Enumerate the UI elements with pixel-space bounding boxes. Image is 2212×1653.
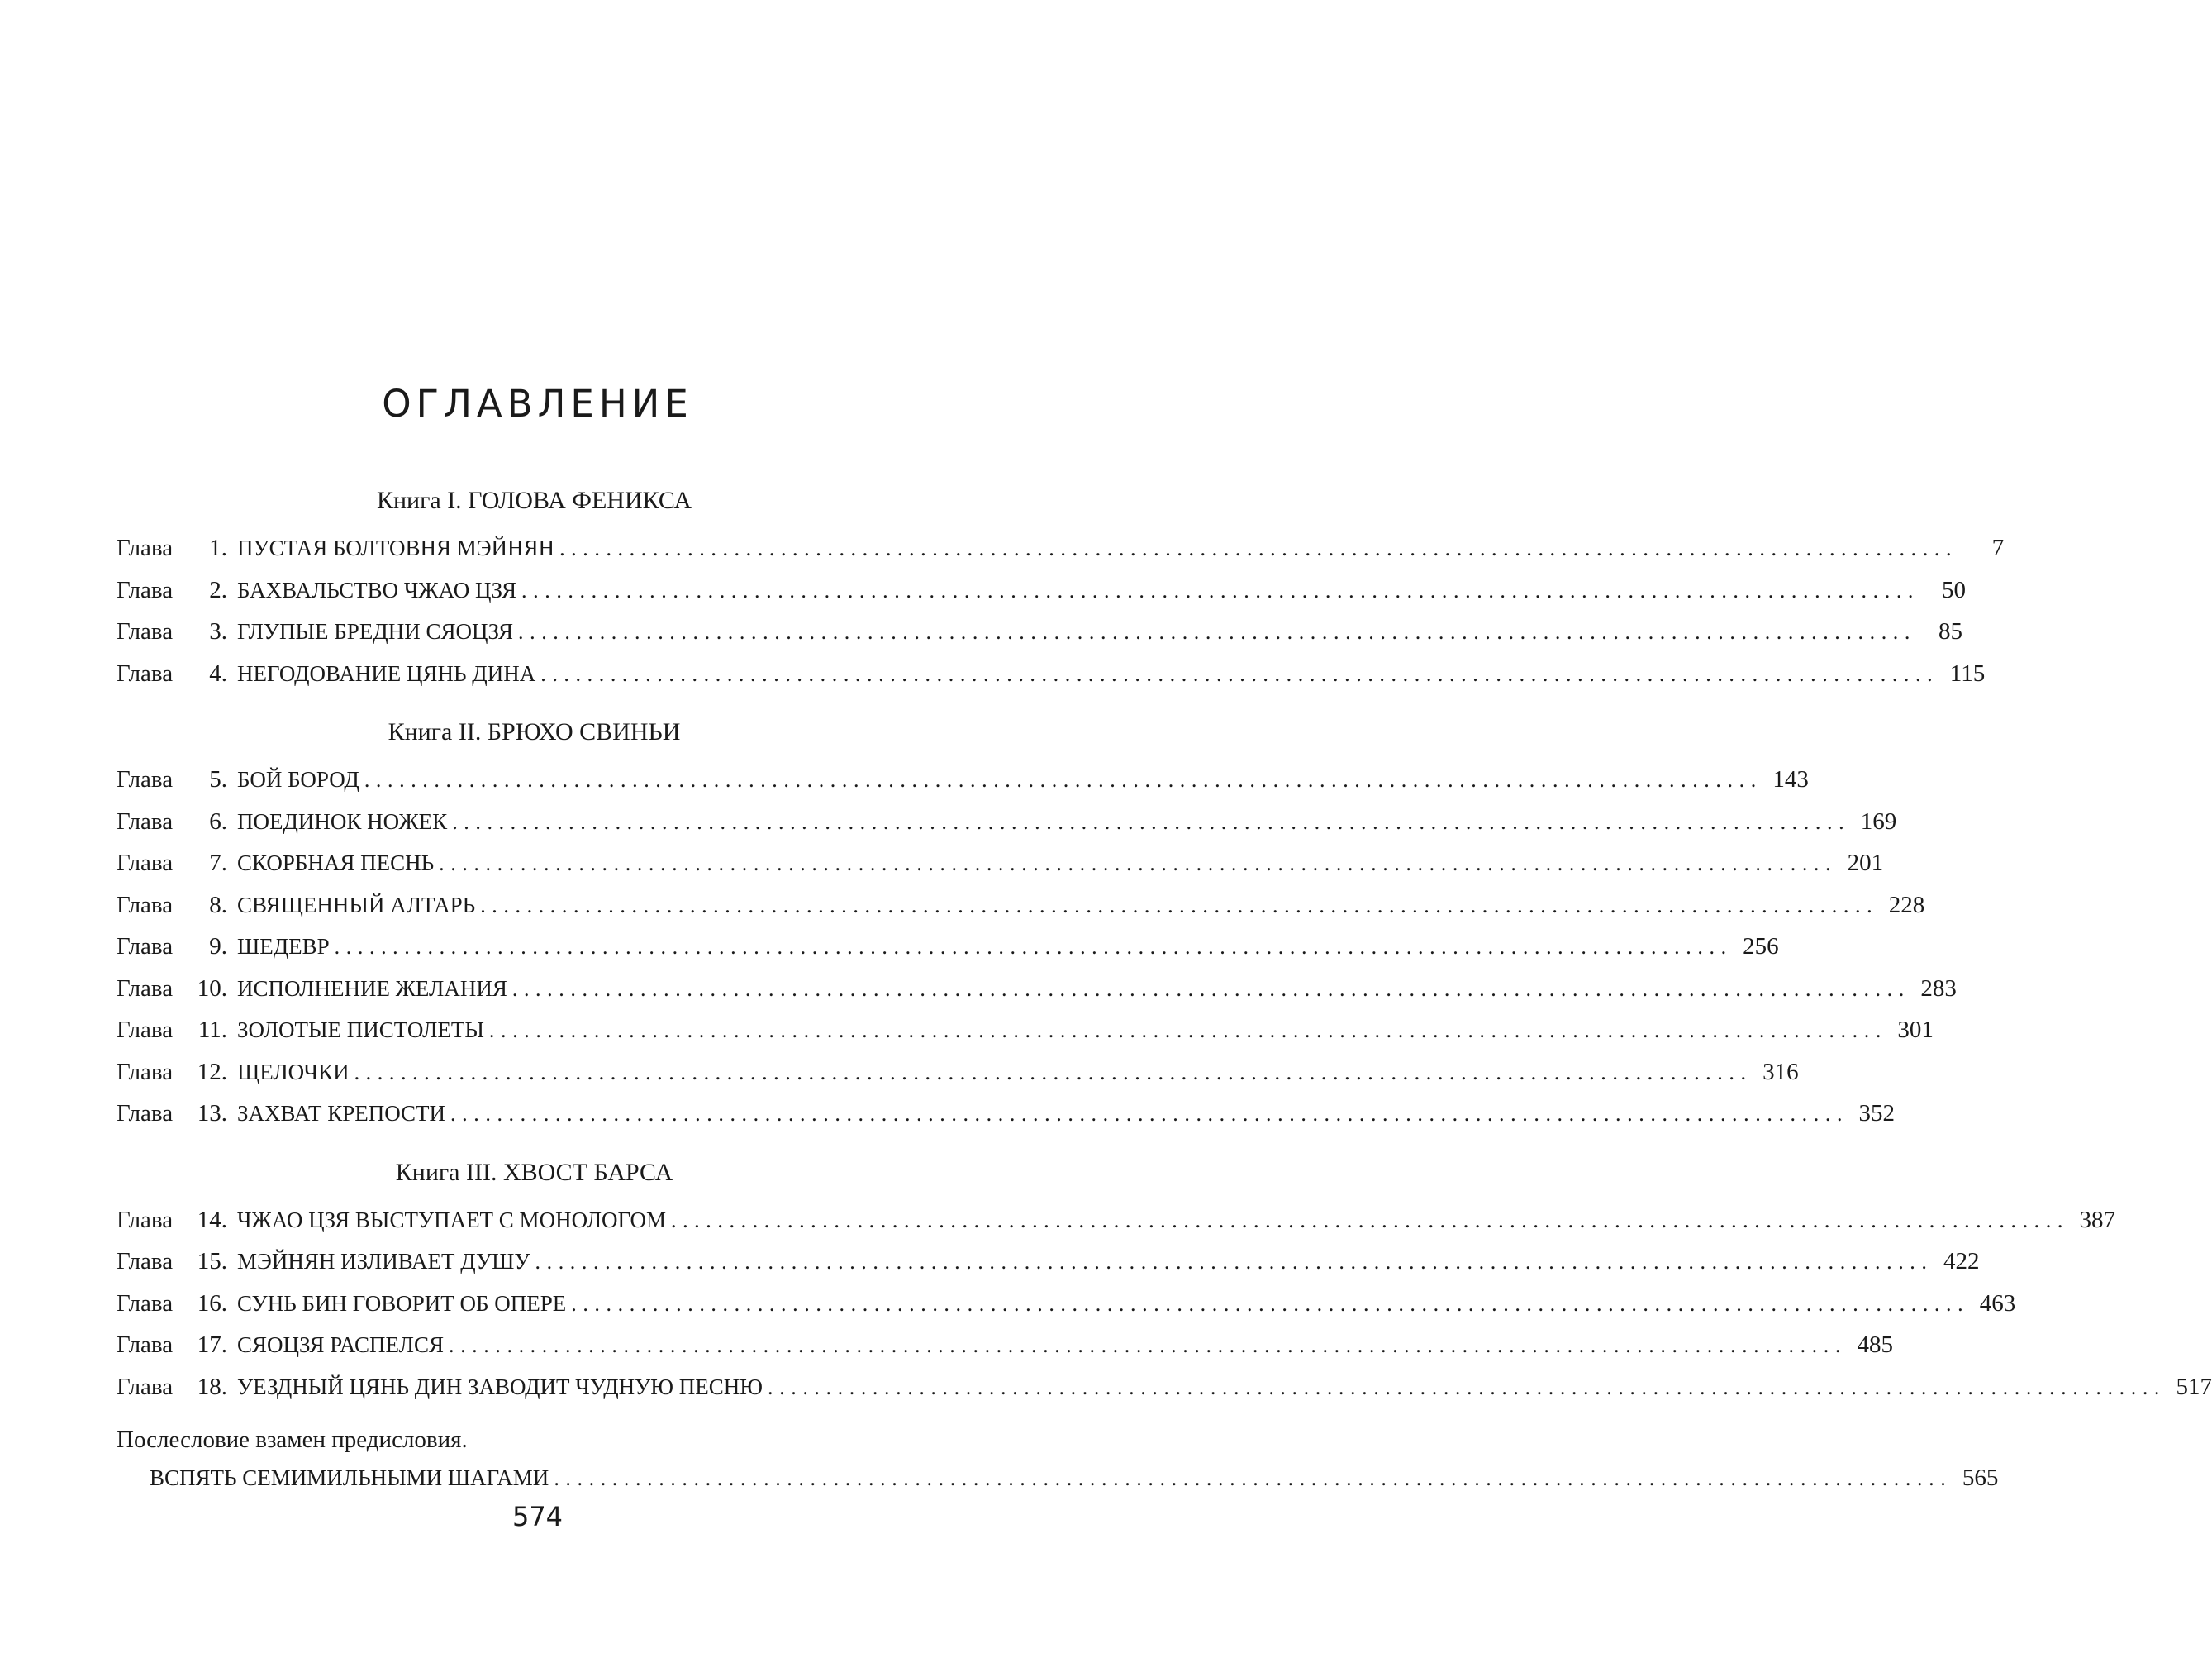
chapter-label: Глава bbox=[117, 891, 174, 918]
chapter-page-number: 7 bbox=[1991, 535, 2005, 561]
chapter-number: 16. bbox=[197, 1289, 227, 1317]
chapter-label: Глава bbox=[117, 1206, 174, 1233]
afterword-title-row bbox=[117, 1459, 1999, 1497]
chapter-label: Глава bbox=[117, 850, 174, 876]
chapter-title: ЗОЛОТЫЕ ПИСТОЛЕТЫ bbox=[237, 1017, 484, 1042]
books-list bbox=[117, 474, 2212, 1408]
chapter-label: Глава bbox=[117, 618, 174, 645]
chapter-entry bbox=[117, 926, 1779, 968]
chapter-page-number: 517 bbox=[2176, 1373, 2212, 1400]
chapter-number: 10. bbox=[197, 974, 227, 1002]
page-title: ОГЛАВЛЕНИЕ bbox=[382, 382, 693, 426]
chapter-entry bbox=[117, 759, 1809, 801]
book-heading: Книга I. ГОЛОВА ФЕНИКСА bbox=[376, 487, 692, 514]
chapter-title: СУНЬ БИН ГОВОРИТ ОБ ОПЕРЕ bbox=[237, 1290, 567, 1316]
chapter-title: МЭЙНЯН ИЗЛИВАЕТ ДУШУ bbox=[237, 1249, 530, 1274]
chapter-entry bbox=[117, 842, 1884, 884]
chapter-label: Глава bbox=[117, 807, 174, 835]
book-heading: Книга III. ХВОСТ БАРСА bbox=[395, 1158, 673, 1186]
afterword-entry bbox=[117, 1421, 1999, 1497]
chapter-page-number: 115 bbox=[1949, 660, 1986, 687]
chapter-entry bbox=[117, 801, 1897, 843]
chapter-page-number: 352 bbox=[1858, 1100, 1896, 1127]
dot-leader: ........................................................................................................................ bbox=[448, 1333, 1847, 1357]
chapter-entry bbox=[117, 884, 1925, 927]
chapter-label: Глава bbox=[117, 1248, 174, 1274]
afterword-page-number: 565 bbox=[1962, 1465, 1999, 1491]
chapter-label: Глава bbox=[117, 1373, 174, 1400]
chapter-title: ПУСТАЯ БОЛТОВНЯ МЭЙНЯН bbox=[237, 536, 555, 560]
chapter-page-number: 143 bbox=[1772, 766, 1809, 793]
page-folio: 574 bbox=[511, 1501, 564, 1532]
chapter-entry bbox=[117, 527, 2005, 569]
chapter-page-number: 169 bbox=[1860, 807, 1897, 835]
chapter-number: 15. bbox=[197, 1248, 227, 1274]
chapter-title: ГЛУПЫЕ БРЕДНИ СЯОЦЗЯ bbox=[237, 619, 513, 644]
chapter-page-number: 201 bbox=[1847, 850, 1884, 876]
dot-leader: ........................................................................................................................ bbox=[439, 851, 1838, 875]
dot-leader: ........................................................................................................................ bbox=[450, 1102, 1849, 1126]
chapter-number: 5. bbox=[209, 766, 227, 793]
dot-leader: ........................................................................................................................ bbox=[480, 893, 1879, 917]
table-of-contents bbox=[117, 474, 2212, 1497]
chapter-title: СЯОЦЗЯ РАСПЕЛСЯ bbox=[237, 1332, 444, 1357]
chapter-label: Глава bbox=[117, 1289, 174, 1317]
chapter-number: 6. bbox=[209, 807, 227, 835]
dot-leader: ........................................................................................................................ bbox=[488, 1018, 1887, 1042]
dot-leader: ........................................................................................................................ bbox=[354, 1060, 1753, 1084]
chapter-label: Глава bbox=[117, 535, 174, 561]
chapter-label: Глава bbox=[117, 660, 174, 687]
chapter-entry bbox=[117, 1009, 1934, 1051]
chapter-title: УЕЗДНЫЙ ЦЯНЬ ДИН ЗАВОДИТ ЧУДНУЮ ПЕСНЮ bbox=[237, 1374, 763, 1399]
chapter-label: Глава bbox=[117, 1058, 174, 1085]
dot-leader: ........................................................................................................................ bbox=[518, 620, 1916, 644]
chapter-title: ЧЖАО ЦЗЯ ВЫСТУПАЕТ С МОНОЛОГОМ bbox=[237, 1207, 666, 1232]
dot-leader: ........................................................................................................................ bbox=[511, 976, 1910, 1001]
dot-leader: ........................................................................................................................ bbox=[670, 1208, 2069, 1232]
chapter-entry bbox=[117, 569, 1967, 612]
chapter-number: 7. bbox=[209, 850, 227, 876]
chapter-page-number: 85 bbox=[1938, 618, 1962, 645]
chapter-label: Глава bbox=[117, 766, 174, 793]
dot-leader: ........................................................................................................................ bbox=[559, 536, 1958, 560]
chapter-title: ШЕДЕВР bbox=[237, 934, 330, 959]
chapter-number: 1. bbox=[209, 535, 227, 561]
dot-leader: ........................................................................................................................ bbox=[768, 1374, 2167, 1399]
chapter-number: 17. bbox=[197, 1331, 227, 1358]
chapter-label: Глава bbox=[117, 1100, 174, 1127]
dot-leader: ........................................................................................................................ bbox=[540, 661, 1939, 686]
chapter-entry bbox=[117, 1051, 1799, 1093]
chapter-page-number: 283 bbox=[1920, 974, 1957, 1002]
chapter-title: ИСПОЛНЕНИЕ ЖЕЛАНИЯ bbox=[237, 975, 507, 1001]
afterword-label: Послесловие взамен предисловия. bbox=[117, 1427, 468, 1453]
chapter-page-number: 485 bbox=[1857, 1331, 1893, 1358]
chapter-title: ПОЕДИНОК НОЖЕК bbox=[237, 808, 448, 834]
chapter-page-number: 301 bbox=[1897, 1017, 1934, 1043]
chapter-entry bbox=[117, 1093, 1896, 1135]
chapter-entry bbox=[117, 968, 1957, 1010]
dot-leader: ........................................................................................................................ bbox=[554, 1466, 1953, 1490]
chapter-entry bbox=[117, 1199, 2115, 1241]
chapter-title: НЕГОДОВАНИЕ ЦЯНЬ ДИНА bbox=[237, 660, 536, 686]
chapter-number: 11. bbox=[197, 1017, 227, 1043]
chapter-number: 18. bbox=[197, 1373, 227, 1400]
chapter-page-number: 228 bbox=[1888, 891, 1925, 918]
dot-leader: ........................................................................................................................ bbox=[521, 578, 1920, 603]
chapter-page-number: 387 bbox=[2079, 1206, 2115, 1233]
chapter-number: 9. bbox=[209, 933, 227, 960]
chapter-title: БАХВАЛЬСТВО ЧЖАО ЦЗЯ bbox=[237, 577, 517, 603]
chapter-title: СКОРБНАЯ ПЕСНЬ bbox=[237, 850, 435, 875]
chapter-entry bbox=[117, 1324, 1893, 1366]
chapter-entry bbox=[117, 1241, 1980, 1283]
chapter-title: ЗАХВАТ КРЕПОСТИ bbox=[237, 1101, 446, 1126]
chapter-label: Глава bbox=[117, 576, 174, 603]
chapter-page-number: 50 bbox=[1942, 576, 1967, 603]
chapter-page-number: 256 bbox=[1743, 933, 1779, 960]
dot-leader: ........................................................................................................................ bbox=[535, 1250, 1934, 1274]
chapter-label: Глава bbox=[117, 933, 174, 960]
chapter-entry bbox=[117, 1283, 2016, 1325]
chapter-number: 3. bbox=[209, 618, 227, 645]
dot-leader: ........................................................................................................................ bbox=[452, 809, 1851, 834]
book-heading: Книга II. БРЮХО СВИНЬИ bbox=[388, 718, 681, 746]
dot-leader: ........................................................................................................................ bbox=[334, 935, 1733, 959]
chapter-entry bbox=[117, 611, 1962, 653]
chapter-number: 12. bbox=[197, 1058, 227, 1085]
dot-leader: ........................................................................................................................ bbox=[364, 768, 1762, 792]
chapter-label: Глава bbox=[117, 974, 174, 1002]
chapter-number: 14. bbox=[197, 1206, 227, 1233]
chapter-number: 4. bbox=[209, 660, 227, 687]
chapter-title: ЩЕЛОЧКИ bbox=[237, 1059, 350, 1084]
dot-leader: ........................................................................................................................ bbox=[571, 1291, 1970, 1316]
chapter-number: 2. bbox=[209, 576, 227, 603]
chapter-page-number: 422 bbox=[1943, 1248, 1980, 1274]
chapter-title: СВЯЩЕННЫЙ АЛТАРЬ bbox=[237, 892, 476, 917]
chapter-entry bbox=[117, 1366, 2212, 1408]
afterword-title: ВСПЯТЬ СЕМИМИЛЬНЫМИ ШАГАМИ bbox=[150, 1465, 549, 1490]
chapter-page-number: 463 bbox=[1979, 1289, 2016, 1317]
chapter-page-number: 316 bbox=[1762, 1058, 1799, 1085]
chapter-label: Глава bbox=[117, 1017, 174, 1043]
chapter-label: Глава bbox=[117, 1331, 174, 1358]
chapter-title: БОЙ БОРОД bbox=[237, 767, 359, 792]
chapter-entry bbox=[117, 653, 1986, 695]
chapter-number: 8. bbox=[209, 891, 227, 918]
chapter-number: 13. bbox=[197, 1100, 227, 1127]
